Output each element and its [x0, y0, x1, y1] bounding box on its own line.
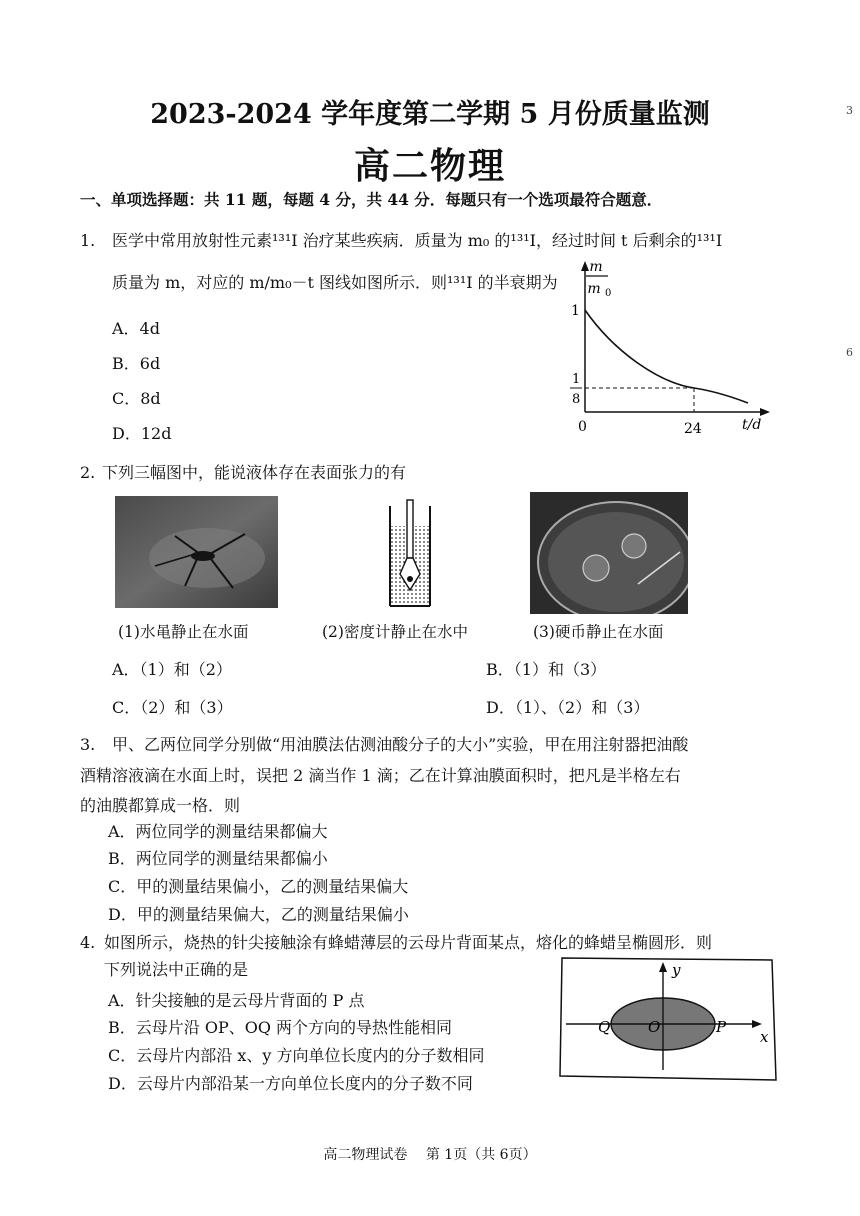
q4-number: 4.: [80, 933, 96, 952]
graph-y-one: 1: [571, 303, 580, 319]
page-footer: 高二物理试卷 第 1页（共 6页）: [323, 1147, 537, 1163]
graph-ylabel-num: m: [589, 259, 603, 275]
floating-coins-photo: [530, 492, 688, 614]
margin-mark: 6: [846, 346, 853, 359]
q1-line2: 质量为 m，对应的 m/m₀－t 图线如图所示．则¹³¹I 的半衰期为: [112, 273, 558, 292]
mica-q-label: Q: [598, 1018, 611, 1036]
q2-option-b: B．（1）和（3）: [486, 660, 607, 679]
hydrometer-figure: [378, 496, 442, 612]
q1-number: 1.: [80, 231, 96, 250]
q1-option-b: B．6d: [112, 354, 161, 373]
caption-2: (2)密度计静止在水中: [322, 623, 468, 641]
q1-option-c: C．8d: [112, 389, 161, 408]
decay-graph: [560, 255, 780, 440]
graph-y-eighth-den: 8: [572, 392, 581, 407]
graph-y-arrow: [581, 261, 589, 271]
graph-x-arrow: [760, 408, 770, 416]
graph-decay-curve: [585, 310, 748, 403]
graph-ylabel-den: m: [587, 281, 601, 297]
mica-o-label: O: [648, 1018, 661, 1036]
q4-option-b: B．云母片沿 OP、OQ 两个方向的导热性能相同: [108, 1018, 453, 1037]
water-strider-photo: [115, 496, 278, 608]
graph-y-eighth-num: 1: [572, 372, 581, 387]
q3-option-b: B．两位同学的测量结果都偏小: [108, 849, 328, 868]
q1-line1: 医学中常用放射性元素¹³¹I 治疗某些疾病．质量为 m₀ 的¹³¹I，经过时间 t 后剩余的¹³¹I: [112, 231, 723, 250]
caption-1: (1)水黾静止在水面: [118, 623, 249, 641]
mica-p-label: P: [716, 1018, 727, 1036]
graph-ylabel-den-sub: 0: [605, 288, 612, 299]
q3-option-a: A．两位同学的测量结果都偏大: [108, 822, 328, 841]
mica-x-label: x: [760, 1028, 769, 1046]
q1-option-a: A．4d: [112, 319, 160, 338]
graph-x-zero: 0: [578, 419, 587, 435]
q4-option-a: A．针尖接触的是云母片背面的 P 点: [108, 991, 365, 1010]
q4-option-c: C．云母片内部沿 x、y 方向单位长度内的分子数相同: [108, 1046, 485, 1065]
section-heading: 一、单项选择题：共 11 题，每题 4 分，共 44 分．每题只有一个选项最符合题意．: [80, 190, 663, 209]
q4-option-d: D．云母片内部沿某一方向单位长度内的分子数不同: [108, 1074, 473, 1093]
q4-line1: 如图所示，烧热的针尖接触涂有蜂蜡薄层的云母片背面某点，熔化的蜂蜡呈椭圆形．则: [104, 933, 713, 952]
graph-x-24: 24: [684, 421, 702, 437]
q3-line2: 酒精溶液滴在水面上时，误把 2 滴当作 1 滴；乙在计算油膜面积时，把凡是半格左右: [80, 766, 681, 785]
q2-number: 2.: [80, 463, 96, 482]
exam-title: 2023-2024 学年度第二学期 5 月份质量监测: [150, 99, 710, 130]
mica-figure: [558, 954, 780, 1086]
caption-3: (3)硬币静止在水面: [533, 623, 664, 641]
margin-mark: 3: [846, 104, 853, 117]
q3-line1: 甲、乙两位同学分别做“用油膜法估测油酸分子的大小”实验，甲在用注射器把油酸: [112, 735, 689, 754]
q1-option-d: D．12d: [112, 424, 172, 443]
q2-option-d: D．（1）、（2）和（3）: [486, 698, 650, 717]
q3-line3: 的油膜都算成一格．则: [80, 796, 241, 815]
subject-title: 高二物理: [353, 145, 506, 187]
graph-xlabel: t/d: [742, 417, 762, 433]
q3-number: 3.: [80, 735, 96, 754]
q2-option-a: A．（1）和（2）: [112, 660, 232, 679]
q2-stem: 下列三幅图中，能说液体存在表面张力的有: [102, 463, 407, 482]
mica-y-label: y: [672, 961, 681, 979]
q4-line2: 下列说法中正确的是: [104, 960, 249, 979]
q3-option-d: D．甲的测量结果偏大，乙的测量结果偏小: [108, 905, 409, 924]
q2-option-c: C．（2）和（3）: [112, 698, 233, 717]
q3-option-c: C．甲的测量结果偏小，乙的测量结果偏大: [108, 877, 409, 896]
